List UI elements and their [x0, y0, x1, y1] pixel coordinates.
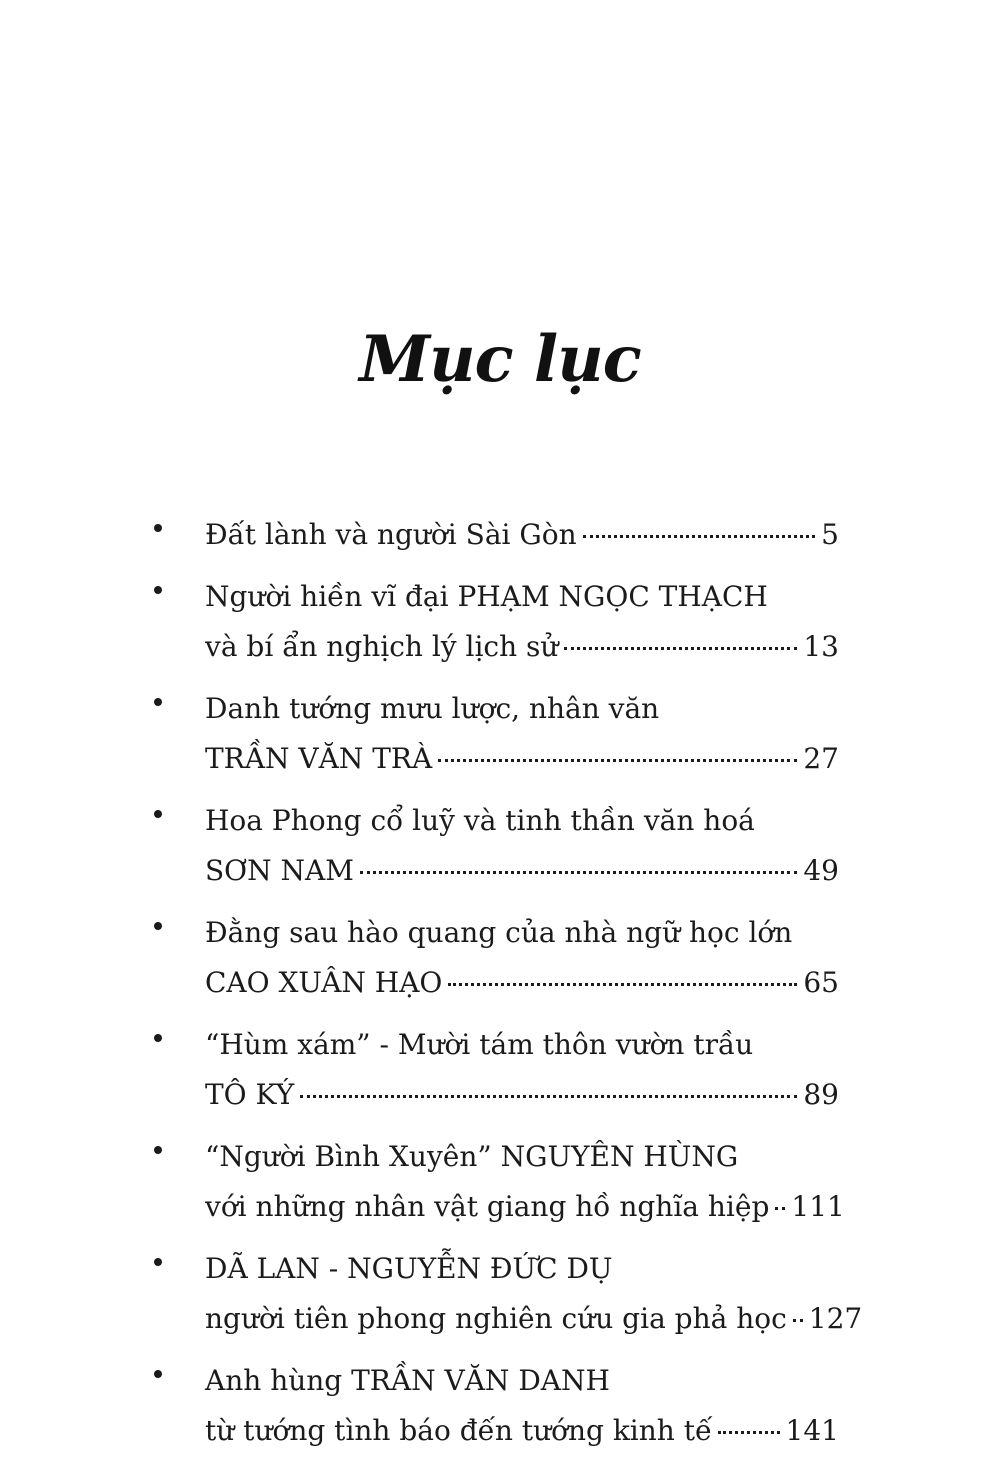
dot-leader [448, 983, 797, 986]
bullet-icon [154, 698, 162, 706]
toc-entry-title-continued: CAO XUÂN HẠO [205, 966, 443, 999]
dot-leader [583, 535, 816, 538]
page-number: 141 [785, 1414, 839, 1447]
page-title: Mục lục [359, 322, 641, 397]
toc-entry-last-line [205, 1406, 839, 1456]
bullet-icon [154, 1370, 162, 1378]
toc-entry-title: “Người Bình Xuyên” NGUYÊN HÙNG [205, 1140, 739, 1173]
toc-entry-title-continued: SƠN NAM [205, 854, 354, 887]
page-number: 89 [803, 1078, 839, 1111]
toc-entry-title: Hoa Phong cổ luỹ và tinh thần văn hoá [205, 804, 755, 837]
bullet-icon [154, 1034, 162, 1042]
bullet-icon [154, 586, 162, 594]
dot-leader [718, 1431, 779, 1434]
toc-entry-last-line [205, 1294, 863, 1344]
dot-leader [300, 1095, 797, 1098]
page-number: 111 [791, 1190, 845, 1223]
toc-entry-title: DÃ LAN - NGUYỄN ĐỨC DỤ [205, 1252, 613, 1285]
toc-entry-last-line [205, 1182, 845, 1232]
toc-entry-title: Danh tướng mưu lược, nhân văn [205, 692, 660, 725]
toc-entry-last-line [205, 1070, 839, 1120]
toc-entry-last-line [205, 958, 839, 1008]
page-number: 127 [808, 1302, 863, 1335]
page-number: 65 [803, 966, 839, 999]
page-number: 49 [803, 854, 839, 887]
bullet-icon [154, 1258, 162, 1266]
bullet-icon [154, 810, 162, 818]
toc-entry-title-continued: TRẦN VĂN TRÀ [205, 742, 433, 775]
dot-leader [775, 1207, 785, 1210]
toc-entry [150, 796, 850, 896]
toc-entry-last-line [205, 734, 839, 784]
dot-leader [793, 1319, 803, 1322]
toc-entry-last-line [205, 846, 839, 896]
toc-entry-title-continued: người tiên phong nghiên cứu gia phả học [205, 1302, 787, 1335]
toc-entry-title: Anh hùng TRẦN VĂN DANH [205, 1364, 610, 1397]
table-of-contents [150, 510, 863, 1468]
bullet-icon [154, 1146, 162, 1154]
toc-entry-title-continued: từ tướng tình báo đến tướng kinh tế [205, 1414, 713, 1447]
toc-entry [150, 1244, 863, 1344]
toc-entry-title-continued: TÔ KÝ [205, 1078, 295, 1111]
toc-entry [150, 1020, 850, 1120]
page-number: 13 [803, 630, 839, 663]
toc-entry-title-continued: với những nhân vật giang hồ nghĩa hiệp [205, 1190, 770, 1223]
toc-entry [150, 572, 850, 672]
bullet-icon [154, 524, 162, 532]
dot-leader [360, 871, 797, 874]
dot-leader [564, 647, 797, 650]
toc-entry [150, 1356, 850, 1456]
toc-entry-title: Người hiền vĩ đại PHẠM NGỌC THẠCH [205, 580, 768, 613]
toc-entry [150, 510, 850, 560]
toc-entry [150, 1132, 850, 1232]
toc-entry-title: Đất lành và người Sài Gòn [205, 518, 577, 551]
toc-entry [150, 908, 850, 1008]
page-number: 5 [821, 518, 839, 551]
toc-entry-title-continued: và bí ẩn nghịch lý lịch sử [205, 630, 559, 663]
bullet-icon [154, 922, 162, 930]
dot-leader [438, 759, 797, 762]
toc-entry-title: “Hùm xám” - Mười tám thôn vườn trầu [205, 1028, 754, 1061]
toc-entry [150, 684, 850, 784]
toc-entry-last-line [205, 510, 839, 560]
toc-entry-last-line [205, 622, 839, 672]
toc-entry-title: Đằng sau hào quang của nhà ngữ học lớn [205, 916, 793, 949]
page-number: 27 [803, 742, 839, 775]
